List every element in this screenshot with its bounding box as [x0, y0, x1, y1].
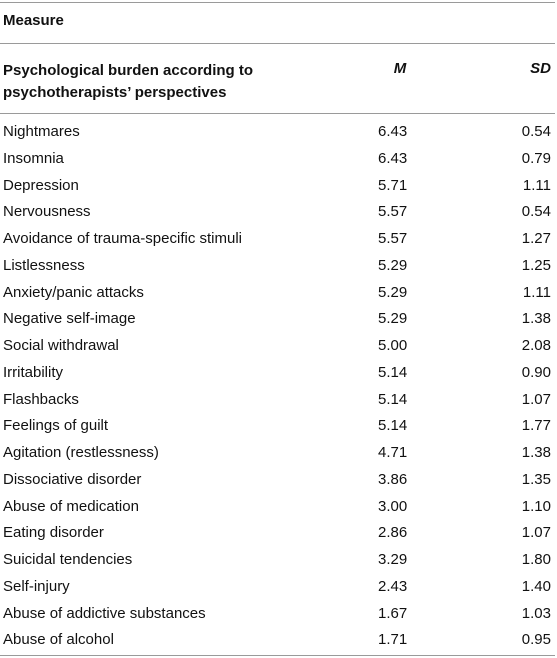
row-measure-name: Insomnia — [3, 149, 64, 167]
table-row — [0, 467, 555, 494]
row-mean-value: 5.71 — [378, 176, 408, 194]
table-row — [0, 494, 555, 521]
row-mean-value: 5.29 — [378, 283, 408, 301]
row-sd-value: 0.54 — [521, 203, 551, 221]
row-measure-name: Listlessness — [3, 256, 85, 274]
table-row — [0, 146, 555, 173]
column-header-sd: SD — [530, 60, 551, 77]
row-mean-value: 2.86 — [378, 524, 408, 542]
row-mean-value: 5.57 — [378, 230, 408, 247]
row-measure-name: Abuse of alcohol — [3, 631, 114, 649]
table-row — [0, 627, 555, 654]
row-measure-name: Abuse of medication — [3, 497, 139, 515]
table-row — [0, 413, 555, 440]
table-row — [0, 574, 555, 601]
row-measure-name: Nervousness — [3, 203, 91, 221]
column-header-description: Psychological burden according to psychotherapists’ perspectives — [3, 62, 254, 101]
table-row — [0, 601, 555, 628]
table-row — [0, 387, 555, 414]
table-row — [0, 280, 555, 307]
table-row — [0, 440, 555, 467]
row-measure-name: Social withdrawal — [3, 337, 119, 354]
row-sd-value: 1.10 — [521, 497, 551, 515]
row-mean-value: 2.43 — [378, 577, 408, 595]
table-row — [0, 520, 555, 547]
row-mean-value: 5.57 — [378, 203, 408, 221]
header-bottom-rule — [0, 113, 555, 114]
row-sd-value: 0.90 — [521, 363, 551, 381]
table-body — [0, 119, 555, 654]
row-sd-value: 0.79 — [521, 149, 551, 167]
table-row — [0, 253, 555, 280]
row-sd-value: 1.25 — [521, 256, 551, 274]
table-row — [0, 306, 555, 333]
row-sd-value: 1.80 — [521, 551, 551, 568]
row-measure-name: Self-injury — [3, 577, 70, 595]
row-measure-name: Feelings of guilt — [3, 417, 109, 435]
section-label: Measure — [3, 12, 64, 29]
table-row — [0, 547, 555, 574]
table-row — [0, 199, 555, 226]
row-sd-value: 1.03 — [521, 604, 551, 622]
row-mean-value: 3.00 — [378, 497, 408, 515]
row-measure-name: Abuse of addictive substances — [3, 604, 206, 622]
row-mean-value: 5.14 — [378, 390, 408, 408]
row-mean-value: 4.71 — [378, 444, 408, 461]
row-mean-value: 5.14 — [378, 417, 408, 435]
row-measure-name: Dissociative disorder — [3, 470, 142, 488]
top-rule — [0, 2, 555, 3]
row-measure-name: Flashbacks — [3, 390, 79, 408]
row-sd-value: 1.77 — [521, 417, 551, 435]
table-row — [0, 173, 555, 200]
row-sd-value: 1.11 — [522, 283, 551, 301]
row-measure-name: Depression — [3, 176, 79, 194]
row-mean-value: 3.29 — [378, 551, 408, 568]
row-mean-value: 5.29 — [378, 256, 408, 274]
row-sd-value: 1.11 — [522, 176, 551, 194]
row-mean-value: 3.86 — [378, 470, 408, 488]
row-sd-value: 1.38 — [521, 444, 551, 461]
row-sd-value: 1.38 — [521, 310, 551, 328]
row-measure-name: Suicidal tendencies — [3, 551, 133, 568]
table-row — [0, 226, 555, 253]
row-sd-value: 1.07 — [521, 390, 551, 408]
row-mean-value: 5.00 — [378, 337, 408, 354]
row-mean-value: 1.71 — [378, 631, 408, 649]
row-mean-value: 5.14 — [378, 363, 408, 381]
row-sd-value: 1.40 — [521, 577, 551, 595]
row-measure-name: Irritability — [3, 363, 64, 381]
table-row — [0, 119, 555, 146]
row-measure-name: Negative self-image — [3, 310, 136, 328]
row-mean-value: 6.43 — [378, 149, 408, 167]
row-mean-value: 6.43 — [378, 123, 408, 140]
table-row — [0, 333, 555, 360]
row-sd-value: 0.95 — [521, 631, 551, 649]
row-sd-value: 0.54 — [521, 123, 551, 140]
table-row — [0, 360, 555, 387]
row-measure-name: Anxiety/panic attacks — [3, 283, 144, 301]
row-measure-name: Agitation (restlessness) — [3, 444, 159, 461]
row-sd-value: 1.27 — [521, 230, 551, 247]
row-sd-value: 1.07 — [521, 524, 551, 542]
row-sd-value: 2.08 — [521, 337, 551, 354]
row-mean-value: 5.29 — [378, 310, 408, 328]
row-sd-value: 1.35 — [521, 470, 551, 488]
header-divider-rule — [0, 43, 555, 44]
row-measure-name: Nightmares — [3, 123, 80, 140]
row-measure-name: Avoidance of trauma-specific stimuli — [3, 230, 242, 247]
row-measure-name: Eating disorder — [3, 524, 104, 542]
row-mean-value: 1.67 — [378, 604, 408, 622]
bottom-rule — [0, 655, 555, 656]
column-header-mean: M — [393, 60, 407, 77]
